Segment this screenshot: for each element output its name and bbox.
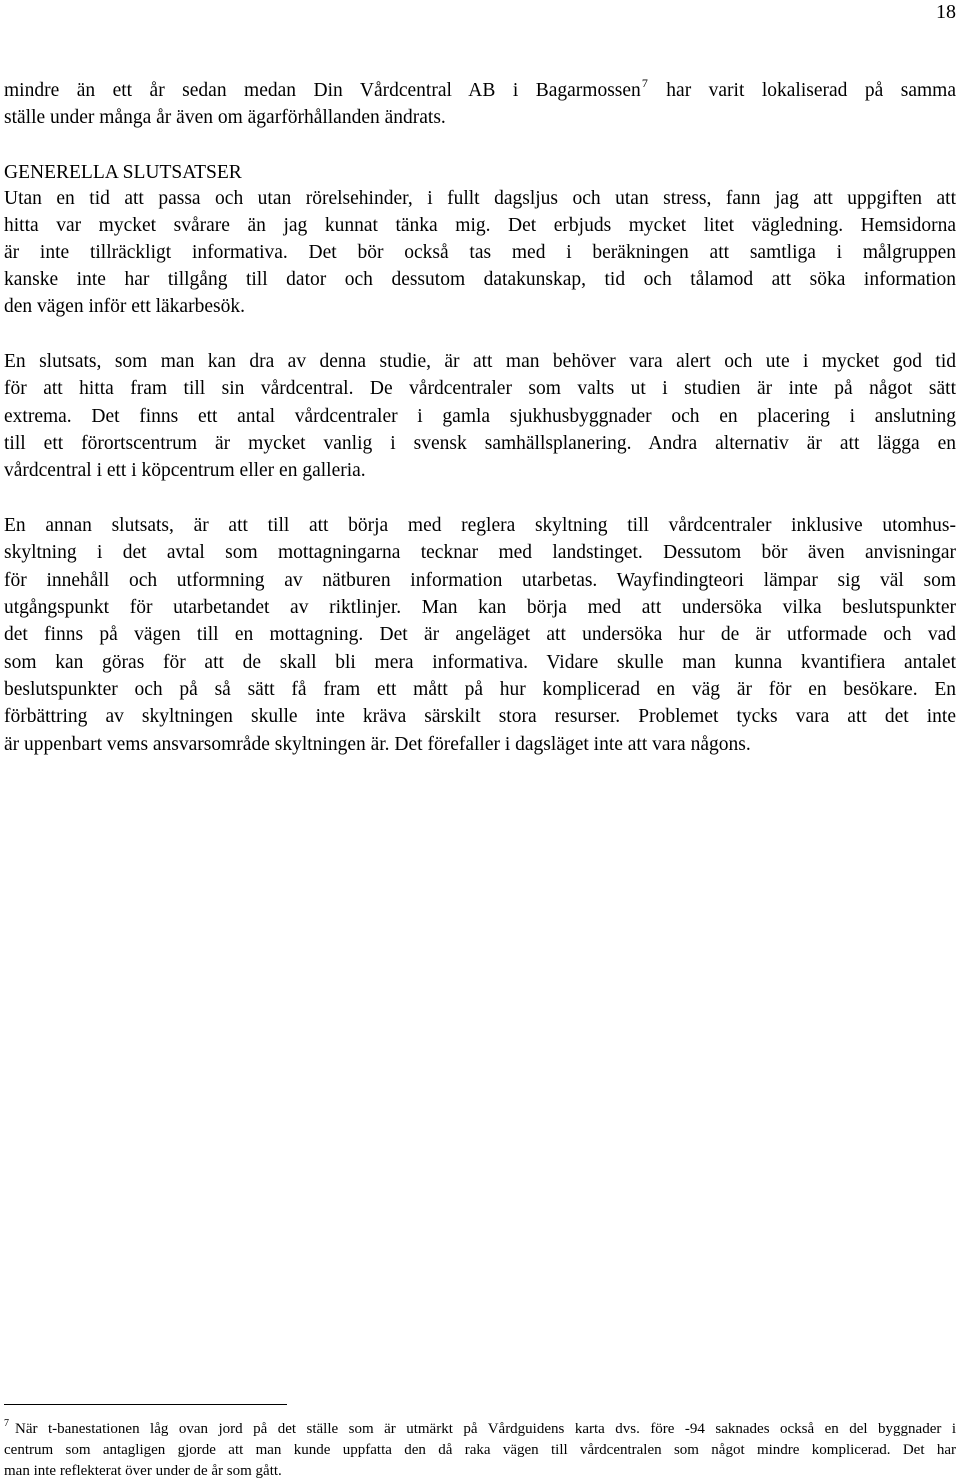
text-line: kanske inte har tillgång till dator och dessutom datakunskap, tid och tålamod att söka information	[4, 269, 956, 290]
footnote-separator	[4, 1404, 287, 1405]
section-heading: GENERELLA SLUTSATSER	[4, 162, 242, 183]
footnote-line: centrum som antagligen gjorde att man kunde uppfatta den då raka vägen till vårdcentralen som något mindre komplicerad. Det har	[4, 1442, 956, 1458]
footnote-reference[interactable]: 7	[641, 76, 648, 90]
page-number: 18	[936, 1, 956, 23]
footnote-number: 7	[4, 1418, 9, 1429]
text-line: till ett förortscentrum är mycket vanlig i svensk samhällsplanering. Andra alternativ är att lägga en	[4, 433, 956, 454]
text-line: är uppenbart vems ansvarsområde skyltningen är. Det förefaller i dagsläget inte att vara någons.	[4, 734, 751, 755]
text-line: som kan göras för att de skall bli mera informativa. Vidare skulle man kunna kvantifiera antalet	[4, 652, 956, 673]
text-line: En annan slutsats, är att till att börja med reglera skyltning till vårdcentraler inklusive utomhus-	[4, 515, 956, 536]
text-line: förbättring av skyltningen skulle inte kräva särskilt stora resurser. Problemet tycks vara att det inte	[4, 706, 956, 727]
text-line: den vägen inför ett läkarbesök.	[4, 296, 245, 317]
text-line: det finns på vägen till en mottagning. Det är angeläget att undersöka hur de är utformade och vad	[4, 624, 956, 645]
text-line: Utan en tid att passa och utan rörelsehinder, i fullt dagsljus och utan stress, fann jag att uppgiften att	[4, 188, 956, 209]
text-line: hitta var mycket svårare än jag kunnat tänka mig. Det erbjuds mycket litet vägledning. Hemsidorna	[4, 215, 956, 236]
text-line: beslutspunkter och på så sätt få fram ett mått på hur komplicerad en väg är för en besökare. En	[4, 679, 956, 700]
text-segment: mindre än ett år sedan medan Din Vårdcentral AB i Bagarmossen	[4, 80, 641, 101]
footnote-line: man inte reflekterat över under de år som gått.	[4, 1463, 282, 1479]
text-line: En slutsats, som man kan dra av denna studie, är att man behöver vara alert och ute i mycket god tid	[4, 351, 956, 372]
text-line: utgångspunkt för utarbetandet av riktlinjer. Man kan börja med att undersöka vilka beslutspunkter	[4, 597, 956, 618]
footnote-text: När t-banestationen låg ovan jord på det ställe som är utmärkt på Vårdguidens karta dvs. före -94 saknades också en del byggnader i	[15, 1421, 956, 1437]
text-line: ställe under många år även om ägarförhållanden ändrats.	[4, 107, 446, 128]
text-line: är inte tillräckligt informativa. Det bör också tas med i beräkningen att samtliga i målgruppen	[4, 242, 956, 263]
text-line	[4, 76, 956, 103]
footnote-line	[4, 1420, 956, 1438]
text-line: vårdcentral i ett i köpcentrum eller en galleria.	[4, 460, 366, 481]
text-line: extrema. Det finns ett antal vårdcentraler i gamla sjukhusbyggnader och en placering i anslutning	[4, 406, 956, 427]
text-line: för att hitta fram till sin vårdcentral. De vårdcentraler som valts ut i studien är inte på något sätt	[4, 378, 956, 399]
text-line: för innehåll och utformning av nätburen information utarbetas. Wayfindingteori lämpar sig väl som	[4, 570, 956, 591]
text-segment: har varit lokaliserad på samma	[648, 80, 956, 101]
text-line: skyltning i det avtal som mottagningarna tecknar med landstinget. Dessutom bör även anvisningar	[4, 542, 956, 563]
